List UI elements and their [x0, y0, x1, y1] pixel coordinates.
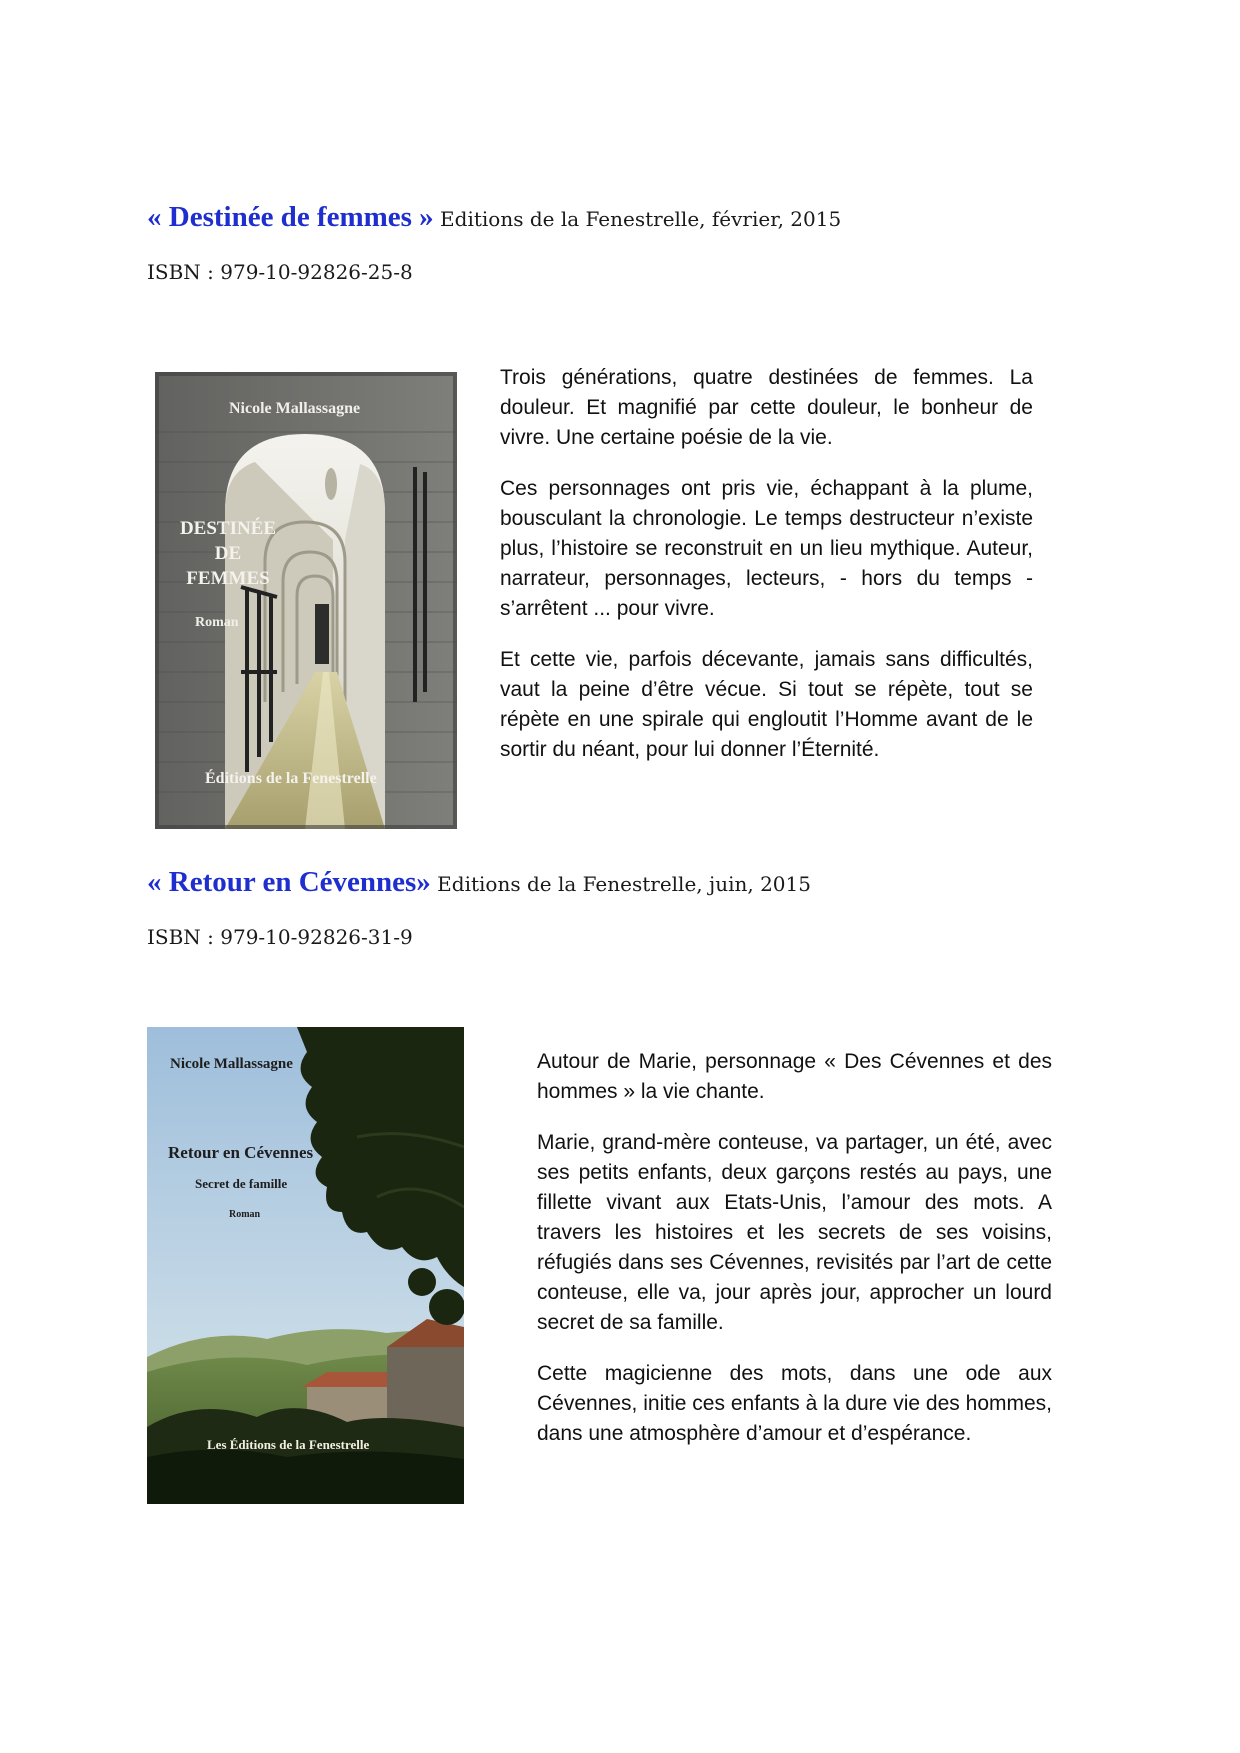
book2-cover-subtitle: Secret de famille — [195, 1176, 288, 1191]
book2-cover — [147, 1027, 464, 1504]
book1-publisher: Editions de la Fenestrelle, février, 2015 — [433, 207, 842, 231]
book1-cover-publisher: Éditions de la Fenestrelle — [205, 770, 377, 787]
book1-isbn: ISBN : 979-10-92826-25-8 — [147, 260, 413, 284]
book2-isbn: ISBN : 979-10-92826-31-9 — [147, 925, 413, 949]
book2-cover-publisher: Les Éditions de la Fenestrelle — [207, 1437, 370, 1452]
book2-cover-illustration — [147, 1027, 464, 1504]
book1-paragraph-1: Trois générations, quatre destinées de femmes. La douleur. Et magnifié par cette douleur, le bonheur de vivre. Une certaine poésie de la vie. — [500, 366, 1033, 449]
book1-paragraph-3: Et cette vie, parfois décevante, jamais sans difficultés, vaut la peine d’être vécue. Si tout se répète, tout se répète en une spirale qui engloutit l’Homme avant de le sortir du néant, pour lui donner l’Éternité. — [500, 648, 1033, 761]
book1-cover — [155, 372, 457, 829]
book1-cover-title-line2: DE — [214, 543, 242, 564]
book2-cover-author: Nicole Mallassagne — [170, 1056, 293, 1072]
book2-description — [537, 1047, 1052, 1449]
book1-cover-title-line3: FEMMES — [186, 568, 270, 589]
book2-paragraph-1: Autour de Marie, personnage « Des Cévennes et des hommes » la vie chante. — [537, 1050, 1052, 1103]
book2-title: « Retour en Cévennes» — [147, 866, 431, 898]
book2-heading — [147, 868, 811, 897]
book1-title: « Destinée de femmes » — [147, 201, 434, 233]
book1-cover-title-line1: DESTINÉE — [179, 518, 277, 539]
book1-cover-author: Nicole Mallassagne — [229, 400, 361, 417]
book1-description — [500, 363, 1033, 765]
book1-heading — [147, 203, 841, 232]
book1-cover-genre: Roman — [195, 615, 239, 630]
book2-cover-genre: Roman — [229, 1209, 261, 1220]
book1-cover-illustration — [155, 372, 457, 829]
book1-paragraph-2: Ces personnages ont pris vie, échappant à la plume, bousculant la chronologie. Le temps destructeur n’existe plus, l’histoire se reconstruit en un lieu mythique. Auteur, narrateur, personnages, lecteurs, - hors du temps - s’arrêtent ... pour vivre. — [500, 477, 1033, 620]
book2-publisher: Editions de la Fenestrelle, juin, 2015 — [430, 872, 811, 896]
book2-paragraph-2: Marie, grand-mère conteuse, va partager, un été, avec ses petits enfants, deux garçons restés au pays, une fillette vivant aux Etats-Unis, l’amour des mots. A travers les histoires et les secrets de ses voisins, réfugiés dans ses Cévennes, revisités par l’art de cette conteuse, elle va, jour après jour, approcher un lourd secret de sa famille. — [537, 1131, 1052, 1334]
book2-cover-title: Retour en Cévennes — [168, 1143, 314, 1162]
book2-paragraph-3: Cette magicienne des mots, dans une ode aux Cévennes, initie ces enfants à la dure vie des hommes, dans une atmosphère d’amour et d’espérance. — [537, 1362, 1052, 1445]
